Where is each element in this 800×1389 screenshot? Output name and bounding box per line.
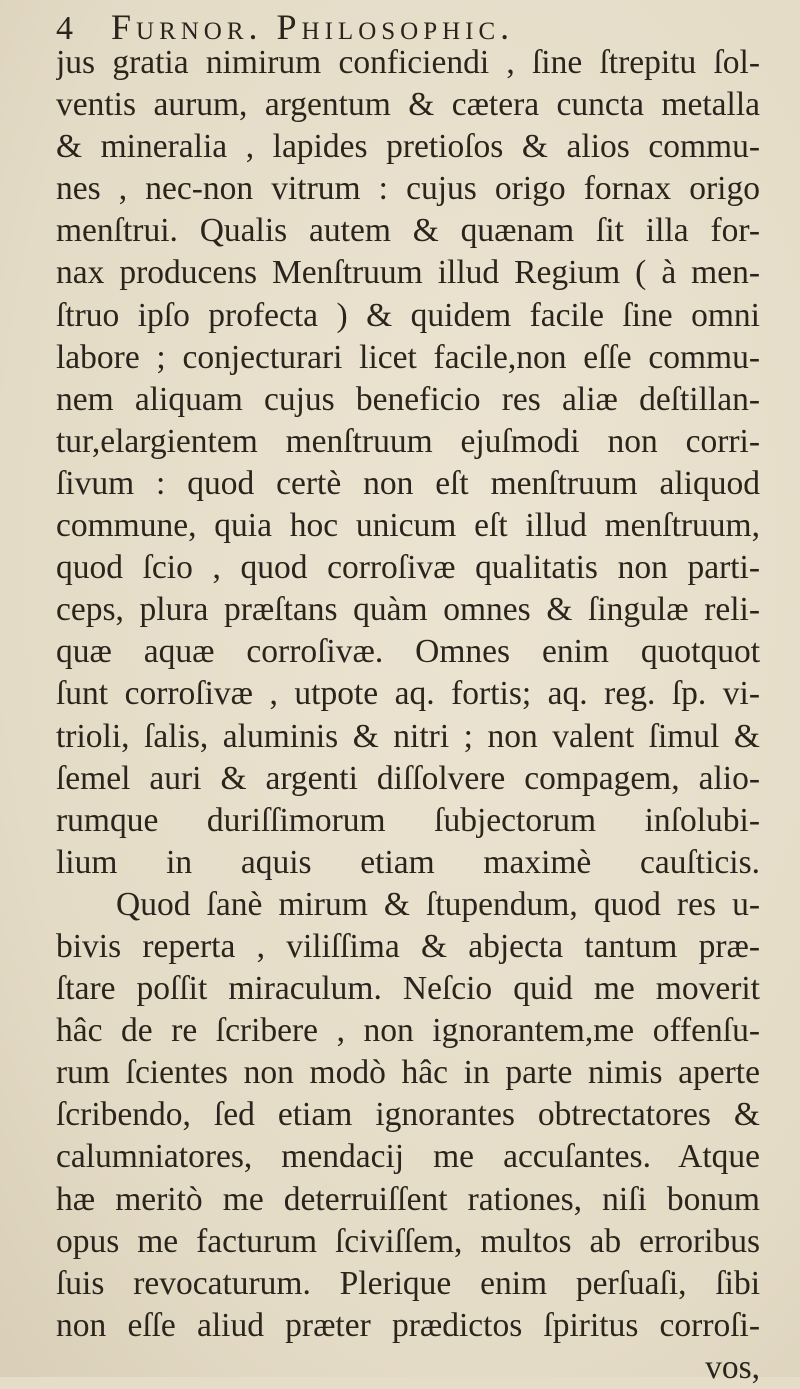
text-line: quæ aquæ corroſivæ. Omnes enim quotquot: [56, 633, 760, 671]
text-line: quod ſcio , quod corroſivæ qualitatis non parti-: [56, 549, 760, 587]
text-line: ſemel auri & argenti diſſolvere compagem, alio-: [56, 759, 760, 797]
body-text: [56, 42, 760, 1389]
text-line: ſtare poſſit miraculum. Neſcio quid me moverit: [56, 970, 760, 1008]
text-line: labore ; conjecturari licet facile,non eſſe commu-: [56, 338, 760, 376]
running-header: [56, 6, 760, 47]
text-line: trioli, ſalis, aluminis & nitri ; non valent ſimul &: [56, 717, 760, 755]
text-line: & mineralia , lapides pretioſos & alios commu-: [56, 128, 760, 166]
text-line: nes , nec-non vitrum : cujus origo fornax origo: [56, 170, 760, 208]
running-title: Furnor. Philosophic.: [111, 7, 515, 47]
text-line: rumque duriſſimorum ſubjectorum inſolubi-: [56, 801, 760, 839]
text-line: menſtrui. Qualis autem & quænam ſit illa for-: [56, 212, 760, 250]
text-line: calumniatores, mendacij me accuſantes. Atque: [56, 1138, 760, 1176]
page-number: 4: [56, 10, 73, 47]
text-line: non eſſe aliud præter prædictos ſpiritus corroſi-: [56, 1306, 760, 1344]
text-line: ceps, plura præſtans quàm omnes & ſingulæ reli-: [56, 591, 760, 629]
text-line: commune, quia hoc unicum eſt illud menſtruum,: [56, 507, 760, 545]
text-line: rum ſcientes non modò hâc in parte nimis aperte: [56, 1054, 760, 1092]
text-line: ſivum : quod certè non eſt menſtruum aliquod: [56, 464, 760, 502]
text-line: tur,elargientem menſtruum ejuſmodi non corri-: [56, 422, 760, 460]
text-line: hâc de re ſcribere , non ignorantem,me offenſu-: [56, 1012, 760, 1050]
text-line: opus me facturum ſciviſſem, multos ab erroribus: [56, 1222, 760, 1260]
text-line: ſcribendo, ſed etiam ignorantes obtrectatores &: [56, 1096, 760, 1134]
text-line: ſuis revocaturum. Plerique enim perſuaſi, ſibi: [56, 1264, 760, 1302]
text-line: ventis aurum, argentum & cætera cuncta metalla: [56, 86, 760, 124]
text-line: nem aliquam cujus beneficio res aliæ deſtillan-: [56, 380, 760, 418]
text-line: jus gratia nimirum conficiendi , ſine ſtrepitu ſol-: [56, 44, 760, 81]
text-line: Quod ſanè mirum & ſtupendum, quod res u-: [116, 885, 760, 923]
text-line: nax producens Menſtruum illud Regium ( à men-: [56, 254, 760, 292]
text-line: ſtruo ipſo profecta ) & quidem facile ſine omni: [56, 296, 760, 334]
text-line: hæ meritò me deterruiſſent rationes, niſi bonum: [56, 1180, 760, 1218]
text-line: ſunt corroſivæ , utpote aq. fortis; aq. reg. ſp. vi-: [56, 675, 760, 713]
text-line: lium in aquis etiam maximè cauſticis.: [56, 843, 760, 881]
text-line: vos,: [705, 1348, 760, 1386]
text-line: bivis reperta , viliſſima & abjecta tantum præ-: [56, 927, 760, 965]
